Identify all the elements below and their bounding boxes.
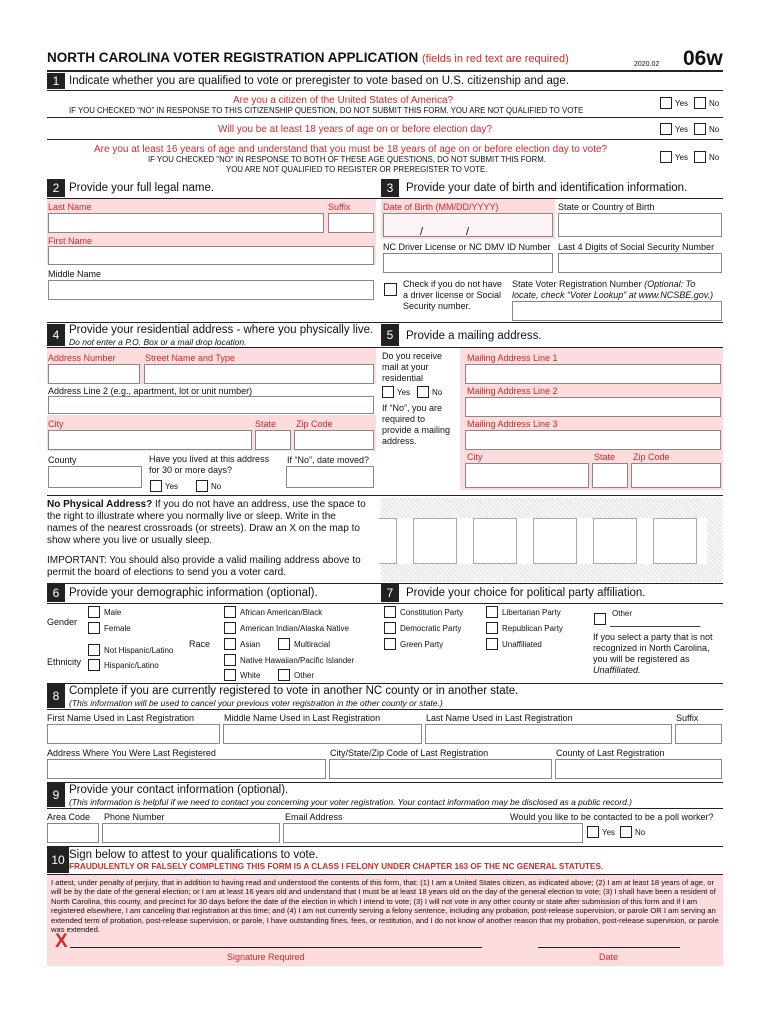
prev-address-label: Address Where You Were Last Registered [47,748,216,758]
address-line2-input[interactable] [48,396,374,414]
signature-x: X [55,931,68,952]
checkbox-icon [384,606,396,618]
checkbox-icon [417,386,429,398]
lived-no[interactable] [196,480,221,492]
prev-middle-input[interactable] [223,724,422,744]
checkbox-icon [694,123,706,135]
first-name-input[interactable] [48,246,374,265]
option-label: Constitution Party [400,607,464,617]
age-note-2: YOU ARE NOT QUALIFIED TO REGISTER OR PREREGISTER TO VOTE. [226,165,488,174]
state-input[interactable] [255,430,291,450]
poll-no[interactable] [620,826,645,838]
voter-num-input[interactable] [512,301,722,321]
checkbox-icon [587,826,599,838]
signature-label: Signature Required [227,952,305,962]
city-label: City [48,419,64,429]
checkbox-icon [224,622,236,634]
zip-input[interactable] [294,430,374,450]
option-label: Not Hispanic/Latino [104,645,174,655]
street-label: Street Name and Type [145,353,235,363]
party-note-text: If you select a party that is not recognized in North Carolina, you will be registered as [593,632,713,664]
mail-city-label: City [467,452,483,462]
other-race-option[interactable] [278,669,314,681]
option-label: Hispanic/Latino [104,660,159,670]
age18-yes[interactable] [660,123,688,135]
checkbox-icon [224,606,236,618]
suffix-label: Suffix [328,202,351,212]
prev-suffix-input[interactable] [675,724,722,744]
no-label: No [709,152,720,162]
divider [47,90,723,91]
birth-state-label: State or Country of Birth [558,202,655,212]
divider [47,117,723,118]
option-label: Democratic Party [400,623,462,633]
checkbox-icon [88,659,100,671]
section-6-heading: Provide your demographic information (optional). [69,587,318,599]
option-label: African American/Black [240,607,323,617]
checkbox-icon [694,97,706,109]
section-3-number: 3 [381,179,399,197]
voter-num-note: (Optional: To locate, check “Voter Lookup” at www.NCSBE.gov.) [512,279,714,300]
section-9-number: 9 [47,783,65,807]
divider [47,683,723,684]
mail-if-no: If “No”, you are required to provide a mailing address. [382,403,451,446]
mail-state-input[interactable] [592,463,628,488]
mail-line3-label: Mailing Address Line 3 [467,419,558,429]
divider [47,782,723,783]
prev-middle-label: Middle Name Used in Last Registration [224,713,381,723]
constitution-option[interactable] [384,606,463,618]
divider [47,322,723,323]
divider [47,846,723,847]
multiracial-option[interactable] [278,638,330,650]
felony-warning: FRAUDULENTLY OR FALSELY COMPLETING THIS FORM IS A CLASS I FELONY UNDER CHAPTER 163 OF THE NC GENERAL STATUTES. [69,862,604,871]
checkbox-icon [382,386,394,398]
mail-line3-input[interactable] [465,430,721,450]
option-label: Green Party [400,639,444,649]
prev-last-input[interactable] [425,724,672,744]
section-3-heading: Provide your date of birth and identification information. [406,182,688,194]
voter-num-title: State Voter Registration Number [512,279,642,289]
middle-name-label: Middle Name [48,269,102,279]
option-label: Unaffiliated [502,639,542,649]
area-code-input[interactable] [47,823,99,843]
citizen-yes[interactable] [660,97,688,109]
gender-label: Gender [47,617,78,627]
mail-city-input[interactable] [465,463,589,488]
prev-suffix-label: Suffix [676,713,699,723]
email-input[interactable] [283,823,583,843]
mail-line1-input[interactable] [465,364,721,384]
dob-slash-1: / [420,226,424,238]
option-label: Republican Party [502,623,563,633]
option-label: Libertarian Party [502,607,561,617]
divider [47,495,723,496]
citizen-note: IF YOU CHECKED “NO” IN RESPONSE TO THIS CITIZENSHIP QUESTION, DO NOT SUBMIT THIS FORM. YOU ARE NOT QUALIFIED TO VOTE [69,106,584,115]
signature-line[interactable] [70,947,482,948]
prev-last-label: Last Name Used in Last Registration [426,713,573,723]
mail-state-label: State [594,452,616,462]
checkbox-icon [620,826,632,838]
checkbox-icon [660,97,672,109]
citizen-question: Are you a citizen of the United States of America? [233,95,454,106]
form-code: 06w [683,47,723,70]
header-rule [47,70,723,72]
county-label: County [48,455,77,465]
hawaiian-option[interactable] [224,654,354,666]
checkbox-icon [150,480,162,492]
section-5-number: 5 [381,324,399,346]
prev-first-label: First Name Used in Last Registration [47,713,195,723]
section-1-heading: Indicate whether you are qualified to vote or preregister to vote based on U.S. citizenship and age. [69,75,569,87]
section-4-number: 4 [47,324,65,346]
option-label: Other [294,670,315,680]
option-label: Male [104,607,122,617]
no-label: No [432,387,443,397]
section-7-number: 7 [381,584,399,602]
checkbox-icon [486,622,498,634]
license-input[interactable] [383,253,553,273]
race-label: Race [189,639,211,649]
section-4-heading: Provide your residential address - where you physically live. [69,324,374,336]
mail-no[interactable] [417,386,442,398]
street-input[interactable] [144,364,374,384]
checkbox-icon [384,638,396,650]
unaffiliated-option[interactable] [486,638,542,650]
no-id-text: Check if you do not have a driver license or Social Security number. [403,279,503,311]
attestation-text: I attest, under penalty of perjury, that in addition to having read and understood the contents of this form, that: (1) I am a United States citizen, as indicated above; (2) I am at least 18 years of age, or will be by the date of the general election; or I am at least 16 years old and understand that I must be at least 18 years old on the day of the general election to vote; (3) I shall have been a resident of North Carolina, this county, and precinct for 30 days before the date of the election in which I intend to vote; (3) I will not vote in any other county or state after submission of this form and if I am registered elsewhere, I am canceling that registration at this time; and (4) I am not currently serving a felony sentence, including any probation, post-release supervision, or parole OR I am serving an extended term of probation, post-release supervision, or parole, I have outstanding fines, fees, or restitution, and I do not know of another reason that my probation, post-release supervision, or parole was extended. [51,878,719,935]
divider [47,139,723,140]
option-label: American Indian/Alaska Native [240,623,349,633]
no-label: No [709,124,720,134]
section-8-heading: Complete if you are currently registered to vote in another NC county or in another state. [69,685,519,697]
last-name-label: Last Name [48,202,92,212]
female-option[interactable] [88,622,131,634]
white-option[interactable] [224,669,260,681]
last-name-input[interactable] [48,213,324,233]
mail-line1-label: Mailing Address Line 1 [467,353,558,363]
option-label: Native Hawaiian/Pacific Islander [240,655,355,665]
checkbox-icon [224,669,236,681]
checkbox-icon [384,622,396,634]
mail-zip-input[interactable] [631,463,721,488]
hispanic-option[interactable] [88,659,159,671]
black-option[interactable] [224,606,322,618]
form-version: 2020.02 [634,61,660,68]
map-road-v1 [379,518,397,564]
middle-name-input[interactable] [48,280,374,300]
date-line[interactable] [538,947,680,948]
birth-state-input[interactable] [558,213,722,237]
dob-label: Date of Birth (MM/DD/YYYY) [383,202,499,212]
other-party-option[interactable] [594,609,632,625]
checkbox-icon [694,151,706,163]
checkbox-icon [660,151,672,163]
poll-yes[interactable] [587,826,615,838]
checkbox-icon [88,644,100,656]
no-id-checkbox[interactable] [384,283,397,296]
citizen-no[interactable] [694,97,719,109]
checkbox-icon [88,622,100,634]
divider [47,603,723,604]
prev-county-input[interactable] [555,759,722,779]
ethnicity-label: Ethnicity [47,657,82,667]
county-input[interactable] [48,466,142,488]
moved-label: If “No”, date moved? [287,455,370,465]
option-label: Multiracial [294,639,331,649]
no-label: No [635,827,646,837]
party-note [593,632,718,676]
phone-label: Phone Number [104,812,165,822]
prev-first-input[interactable] [47,724,220,744]
asian-option[interactable] [224,638,260,650]
yes-label: Yes [675,124,689,134]
no-physical-text [47,499,367,547]
checkbox-icon [278,638,290,650]
section-5-heading: Provide a mailing address. [406,330,542,342]
age16-no[interactable] [694,151,719,163]
checkbox-icon [196,480,208,492]
checkbox-icon [486,638,498,650]
section-1-number: 1 [47,73,65,89]
voter-num-label [512,279,722,301]
option-label: Asian [240,639,261,649]
mail-line2-input[interactable] [465,397,721,417]
ssn-label: Last 4 Digits of Social Security Number [558,242,715,252]
age-note-1: IF YOU CHECKED "NO" IN RESPONSE TO BOTH OF THESE AGE QUESTIONS, DO NOT SUBMIT THIS FORM. [148,155,546,164]
mail-yes[interactable] [382,386,410,398]
other-party-line[interactable] [610,626,700,627]
date-label: Date [599,952,619,962]
title-subtitle: (fields in red text are required) [422,53,569,65]
zip-label: Zip Code [296,419,333,429]
prev-csz-input[interactable] [329,759,552,779]
checkbox-icon [224,654,236,666]
section-8-sub: (This information will be used to cancel your previous voter registration in the other county or state.) [69,698,443,708]
yes-label: Yes [602,827,616,837]
democratic-option[interactable] [384,622,461,634]
option-label: White [240,670,261,680]
section-6-number: 6 [47,584,65,602]
dob-slash-2: / [466,226,470,238]
section-10-number: 10 [47,847,69,873]
suffix-input[interactable] [328,213,374,233]
yes-label: Yes [675,152,689,162]
city-input[interactable] [48,430,252,450]
mail-zip-label: Zip Code [633,452,670,462]
first-name-label: First Name [48,236,93,246]
section-2-number: 2 [47,179,65,197]
yes-label: Yes [165,481,179,491]
male-option[interactable] [88,606,121,618]
poll-worker-label: Would you like to be contacted to be a poll worker? [510,812,714,822]
moved-input[interactable] [286,466,374,488]
no-physical-body: If you do not have an address, use the space to the right to illustrate where you normally live or sleep. Write in the names of the nearest crossroads (or streets). Draw an X on the map to show where you live or usually sleep. [47,499,366,546]
green-option[interactable] [384,638,443,650]
license-label: NC Driver License or NC DMV ID Number [383,242,551,252]
checkbox-icon [486,606,498,618]
ssn-input[interactable] [558,253,722,273]
checkbox-icon [88,606,100,618]
republican-option[interactable] [486,622,563,634]
section-2-heading: Provide your full legal name. [69,182,215,194]
no-label: No [211,481,222,491]
prev-csz-label: City/State/Zip Code of Last Registration [330,748,489,758]
checkbox-icon [278,669,290,681]
section-9-heading: Provide your contact information (optional). [69,784,289,796]
address-number-input[interactable] [48,364,140,384]
option-label: Other [612,609,633,618]
email-label: Email Address [285,812,343,822]
option-label: Female [104,623,131,633]
address-number-label: Address Number [48,353,116,363]
lived-yes[interactable] [150,480,178,492]
phone-input[interactable] [102,823,280,843]
party-note-italic: Unaffiliated. [593,665,641,675]
section-4-sub: Do not enter a P.O. Box or a mail drop location. [69,337,247,347]
prev-county-label: County of Last Registration [556,748,665,758]
section-10-heading: Sign below to attest to your qualifications to vote. [69,849,319,861]
lived-question: Have you lived at this address for 30 or more days? [149,454,270,475]
important-note: IMPORTANT: You should also provide a valid mailing address above to permit the board of elections to send you a voter card. [47,555,361,578]
map-area[interactable] [381,498,723,582]
no-label: No [709,98,720,108]
age18-no[interactable] [694,123,719,135]
form-title [47,50,569,65]
divider [47,808,723,809]
section-7-heading: Provide your choice for political party affiliation. [406,587,646,599]
mail-line2-label: Mailing Address Line 2 [467,386,558,396]
title-text: NORTH CAROLINA VOTER REGISTRATION APPLICATION [47,50,419,65]
not-hispanic-option[interactable] [88,644,173,656]
yes-label: Yes [675,98,689,108]
native-option[interactable] [224,622,349,634]
map-grid-fill [397,518,707,564]
mail-question: Do you receive mail at your residential [382,351,443,383]
checkbox-icon [660,123,672,135]
libertarian-option[interactable] [486,606,561,618]
yes-label: Yes [397,387,411,397]
address-line2-label: Address Line 2 (e.g., apartment, lot or unit number) [48,386,253,396]
prev-address-input[interactable] [47,759,326,779]
checkbox-icon [594,613,606,625]
age16-question: Are you at least 16 years of age and understand that you must be 18 years of age on or before election day to vote? [94,144,608,155]
section-8-number: 8 [47,684,65,708]
area-code-label: Area Code [47,812,91,822]
age16-yes[interactable] [660,151,688,163]
no-physical-bold: No Physical Address? [47,499,153,510]
checkbox-icon [224,638,236,650]
state-label: State [255,419,277,429]
age18-question: Will you be at least 18 years of age on or before election day? [218,124,493,135]
divider [47,709,723,710]
section-9-sub: (This information is helpful if we need to contact you concerning your voter registration. Your contact information may be disclosed as a public record.) [69,797,633,807]
